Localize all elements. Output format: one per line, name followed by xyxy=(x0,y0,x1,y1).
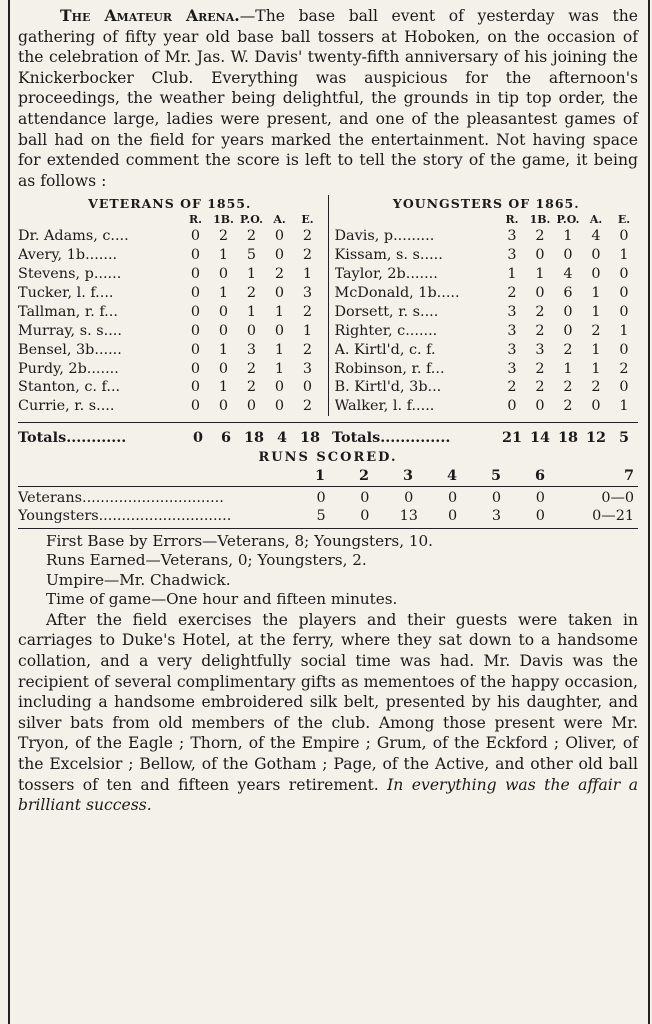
note-line: Umpire—Mr. Chadwick. xyxy=(46,570,231,589)
inning-number: 1 xyxy=(314,467,325,485)
inning-score: 0 xyxy=(404,489,414,506)
col-first-base: 1B. xyxy=(213,213,234,227)
youngsters-column-headers xyxy=(335,213,639,227)
stat-put-outs: 2 xyxy=(246,379,257,396)
runs-scored-table xyxy=(18,486,638,529)
stat-first-base: 1 xyxy=(535,266,545,283)
player-name: Stevens, p...... xyxy=(18,266,122,283)
player-name: Taylor, 2b....... xyxy=(334,266,438,283)
stat-put-outs: 2 xyxy=(563,341,573,358)
stat-errors: 1 xyxy=(619,247,629,264)
youngsters-player-row xyxy=(335,341,639,360)
stat-runs: 0 xyxy=(190,247,201,264)
stat-first-base: 0 xyxy=(218,266,229,283)
stat-runs: 0 xyxy=(190,341,201,358)
youngsters-player-row xyxy=(335,378,639,397)
col-runs: R. xyxy=(505,213,519,227)
stat-runs: 1 xyxy=(507,266,517,283)
stat-put-outs: 1 xyxy=(563,360,573,377)
inning-score: 0 xyxy=(316,489,326,506)
left-column-rule xyxy=(8,0,10,1024)
col-assists: A. xyxy=(589,213,603,227)
player-name: Tucker, l. f.... xyxy=(18,285,114,302)
stat-assists: 0 xyxy=(274,228,285,245)
player-name: Righter, c....... xyxy=(334,322,438,339)
youngsters-player-row xyxy=(335,284,639,303)
veterans-player-row xyxy=(18,303,322,322)
stat-assists: 0 xyxy=(274,379,285,396)
note-line: First Base by Errors—Veterans, 8; Youngsters, 10. xyxy=(46,531,434,550)
player-name: Currie, r. s.... xyxy=(18,398,115,415)
stat-first-base: 1 xyxy=(218,341,229,358)
player-name: Davis, p......... xyxy=(334,228,435,245)
stat-assists: 1 xyxy=(591,285,601,302)
stat-put-outs: 2 xyxy=(246,360,257,377)
player-name: Bensel, 3b...... xyxy=(18,341,122,358)
stat-runs: 0 xyxy=(190,266,201,283)
stat-runs: 0 xyxy=(190,285,201,302)
col-errors: E. xyxy=(617,213,631,227)
player-name: Avery, 1b....... xyxy=(18,247,118,264)
stat-first-base: 2 xyxy=(535,379,545,396)
closing-paragraph xyxy=(18,610,638,816)
veterans-column-headers xyxy=(18,213,322,227)
player-name: McDonald, 1b..... xyxy=(334,285,460,302)
player-name: Tallman, r. f... xyxy=(18,303,118,320)
stat-errors: 3 xyxy=(302,285,313,302)
stat-put-outs: 0 xyxy=(246,398,257,415)
stat-put-outs: 0 xyxy=(563,322,573,339)
stat-put-outs: 0 xyxy=(246,322,257,339)
veterans-player-row xyxy=(18,227,322,246)
stat-assists: 1 xyxy=(591,360,601,377)
youngsters-player-row xyxy=(335,227,639,246)
right-column-rule xyxy=(648,0,650,1024)
totals-row xyxy=(18,422,638,449)
stat-first-base: 0 xyxy=(218,303,229,320)
veterans-player-row xyxy=(18,322,322,341)
stat-errors: 0 xyxy=(619,379,629,396)
stat-runs: 0 xyxy=(190,322,201,339)
team-label: Veterans............................... xyxy=(18,489,224,506)
stat-runs: 0 xyxy=(190,398,201,415)
player-name: Purdy, 2b....... xyxy=(18,360,119,377)
stat-errors: 1 xyxy=(302,322,313,339)
inning-score: 0 xyxy=(360,508,370,525)
stat-runs: 0 xyxy=(190,303,201,320)
stat-errors: 2 xyxy=(302,228,313,245)
stat-runs: 0 xyxy=(190,360,201,377)
stat-assists: 2 xyxy=(591,379,601,396)
stat-put-outs: 0 xyxy=(563,247,573,264)
stat-first-base: 0 xyxy=(218,322,229,339)
stat-errors: 0 xyxy=(619,341,629,358)
stat-errors: 2 xyxy=(302,247,313,264)
youngsters-player-row xyxy=(335,246,639,265)
intro-text: —The base ball event of yesterday was the gathering of fifty year old base ball tossers at Hoboken, on the occasion of the celebration of Mr. Jas. W. Davis' twenty-fifth anniversary of his joining the Knickerbocker Club. Everything was auspicious for the afternoon's proceedings, the weather being delightful, the grounds in tip top order, the attendance large, ladies were present, and one of the pleasantest games of ball had on the field for years marked the entertainment. Not having space for extended comment the score is left to tell the story of the game, it being as follows : xyxy=(18,7,638,190)
article-headline: The Amateur Arena. xyxy=(60,6,240,25)
stat-put-outs: 1 xyxy=(246,303,257,320)
closing-text: After the field exercises the players and their guests were taken in carriages to Duke's Hotel, at the ferry, where they sat down to a handsome collation, and a very delightfully social time was had. Mr. Davis was the recipient of several complimentary gifts as mementoes of the happy occasion, including a handsome embroidered silk belt, presented by his daughter, and silver bats from old members of the club. Among those present were Mr. Tryon, of the Eagle ; Thorn, of the Empire ; Grum, of the Eckford ; Oliver, of the Excelsior ; Bellow, of the Gotham ; Page, of the Active, and other old ball tossers of ten and fifteen years retirement. xyxy=(18,610,638,794)
player-name: A. Kirtl'd, c. f. xyxy=(334,341,436,358)
stat-runs: 0 xyxy=(507,398,517,415)
stat-first-base: 0 xyxy=(218,360,229,377)
stat-assists: 1 xyxy=(274,303,285,320)
stat-put-outs: 2 xyxy=(563,379,573,396)
stat-first-base: 3 xyxy=(535,341,545,358)
youngsters-totals: Totals.............. 21 14 18 12 5 xyxy=(332,429,629,447)
player-name: Murray, s. s.... xyxy=(18,322,122,339)
stat-first-base: 2 xyxy=(535,303,545,320)
stat-first-base: 2 xyxy=(535,360,545,377)
inning-number: 7 xyxy=(623,467,634,485)
stat-errors: 1 xyxy=(302,266,313,283)
player-name: B. Kirtl'd, 3b... xyxy=(334,379,442,396)
youngsters-box xyxy=(329,195,639,416)
stat-assists: 0 xyxy=(274,247,285,264)
veterans-player-row xyxy=(18,246,322,265)
inning-number: 2 xyxy=(358,467,369,485)
stat-first-base: 2 xyxy=(535,228,545,245)
stat-assists: 1 xyxy=(591,341,601,358)
inning-number: 6 xyxy=(534,467,545,485)
veterans-player-row xyxy=(18,265,322,284)
veterans-title: VETERANS OF 1855. xyxy=(88,196,252,212)
col-errors: E. xyxy=(301,213,314,227)
game-notes xyxy=(18,532,638,610)
stat-assists: 0 xyxy=(591,266,601,283)
player-name: Walker, l. f..... xyxy=(334,398,435,415)
col-put-outs: P.O. xyxy=(556,213,580,227)
stat-runs: 0 xyxy=(190,228,201,245)
col-runs: R. xyxy=(189,213,202,227)
stat-errors: 2 xyxy=(302,341,313,358)
inning-score: 3 xyxy=(491,508,502,525)
stat-runs: 0 xyxy=(190,379,201,396)
stat-assists: 2 xyxy=(274,266,285,283)
stat-first-base: 0 xyxy=(535,285,545,302)
stat-assists: 1 xyxy=(274,341,285,358)
stat-errors: 0 xyxy=(619,266,629,283)
intro-paragraph xyxy=(18,6,638,191)
inning-score: 0—0 xyxy=(601,489,635,506)
stat-first-base: 2 xyxy=(535,322,545,339)
youngsters-player-row xyxy=(335,303,639,322)
inning-number: 3 xyxy=(402,467,413,485)
inning-score: 13 xyxy=(399,508,418,525)
youngsters-player-row xyxy=(335,322,639,341)
stat-put-outs: 0 xyxy=(563,303,573,320)
stat-first-base: 0 xyxy=(535,398,545,415)
stat-assists: 0 xyxy=(274,398,285,415)
stat-put-outs: 6 xyxy=(563,285,573,302)
stat-assists: 0 xyxy=(274,322,285,339)
inning-number: 4 xyxy=(446,467,457,485)
stat-runs: 3 xyxy=(507,247,517,264)
player-name: Dr. Adams, c.... xyxy=(18,228,129,245)
veterans-player-row xyxy=(18,378,322,397)
stat-put-outs: 1 xyxy=(563,228,573,245)
stat-put-outs: 2 xyxy=(563,398,573,415)
veterans-box xyxy=(18,195,329,416)
runs-scored-title: RUNS SCORED. xyxy=(258,450,398,466)
youngsters-player-row xyxy=(335,265,639,284)
stat-errors: 3 xyxy=(302,360,313,377)
player-name: Dorsett, r. s.... xyxy=(334,303,439,320)
stat-put-outs: 4 xyxy=(563,266,573,283)
inning-score: 0 xyxy=(360,489,370,506)
stat-put-outs: 1 xyxy=(246,266,257,283)
stat-errors: 2 xyxy=(302,398,313,415)
inning-number: 5 xyxy=(490,467,501,485)
youngsters-player-row xyxy=(335,360,639,379)
stat-runs: 2 xyxy=(507,379,517,396)
note-line: Runs Earned—Veterans, 0; Youngsters, 2. xyxy=(46,551,367,570)
stat-runs: 3 xyxy=(507,303,517,320)
stat-errors: 0 xyxy=(619,303,629,320)
stat-put-outs: 5 xyxy=(246,247,257,264)
closing-italic-text: In everything was the affair a brilliant success. xyxy=(18,775,638,815)
stat-errors: 1 xyxy=(619,398,629,415)
team-label: Youngsters............................. xyxy=(18,508,232,525)
col-assists: A. xyxy=(273,213,286,227)
col-put-outs: P.O. xyxy=(239,213,264,227)
stat-runs: 3 xyxy=(507,341,517,358)
stat-put-outs: 2 xyxy=(246,285,257,302)
stat-assists: 0 xyxy=(591,247,601,264)
stat-first-base: 0 xyxy=(218,398,229,415)
inning-score: 0 xyxy=(448,508,458,525)
veterans-player-row xyxy=(18,284,322,303)
stat-assists: 4 xyxy=(591,228,601,245)
veterans-player-row xyxy=(18,397,322,416)
stat-assists: 0 xyxy=(591,398,601,415)
stat-errors: 2 xyxy=(619,360,629,377)
inning-score: 0 xyxy=(448,489,458,506)
stat-runs: 3 xyxy=(507,322,517,339)
veterans-player-row xyxy=(18,360,322,379)
inning-score: 0—21 xyxy=(592,508,635,525)
player-name: Stanton, c. f... xyxy=(18,379,121,396)
stat-first-base: 1 xyxy=(218,285,229,302)
inning-score: 0 xyxy=(491,489,502,506)
stat-errors: 0 xyxy=(619,285,629,302)
youngsters-title: YOUNGSTERS OF 1865. xyxy=(392,196,580,212)
inning-score: 5 xyxy=(316,508,326,525)
stat-assists: 2 xyxy=(591,322,601,339)
stat-first-base: 0 xyxy=(535,247,545,264)
inning-score: 0 xyxy=(535,508,545,525)
stat-errors: 0 xyxy=(619,228,629,245)
box-score xyxy=(18,195,638,416)
stat-put-outs: 3 xyxy=(246,341,257,358)
stat-assists: 0 xyxy=(274,285,285,302)
player-name: Robinson, r. f... xyxy=(334,360,445,377)
veterans-player-row xyxy=(18,341,322,360)
stat-runs: 3 xyxy=(507,360,517,377)
stat-errors: 1 xyxy=(619,322,629,339)
player-name: Kissam, s. s..... xyxy=(334,247,443,264)
stat-errors: 0 xyxy=(302,379,313,396)
stat-errors: 2 xyxy=(302,303,313,320)
innings-header xyxy=(18,467,638,486)
stat-assists: 1 xyxy=(591,303,601,320)
stat-assists: 1 xyxy=(274,360,285,377)
youngsters-player-row xyxy=(335,397,639,416)
note-line: Time of game—One hour and fifteen minutes. xyxy=(46,590,398,609)
runs-scored-row xyxy=(18,507,638,526)
inning-score: 0 xyxy=(535,489,545,506)
stat-runs: 3 xyxy=(507,228,517,245)
runs-scored-row xyxy=(18,489,638,508)
stat-runs: 2 xyxy=(507,285,517,302)
stat-put-outs: 2 xyxy=(246,228,257,245)
stat-first-base: 1 xyxy=(218,379,229,396)
veterans-totals: Totals............ 0 6 18 4 18 xyxy=(18,429,321,447)
col-first-base: 1B. xyxy=(529,213,551,227)
stat-first-base: 2 xyxy=(218,228,229,245)
stat-first-base: 1 xyxy=(218,247,229,264)
